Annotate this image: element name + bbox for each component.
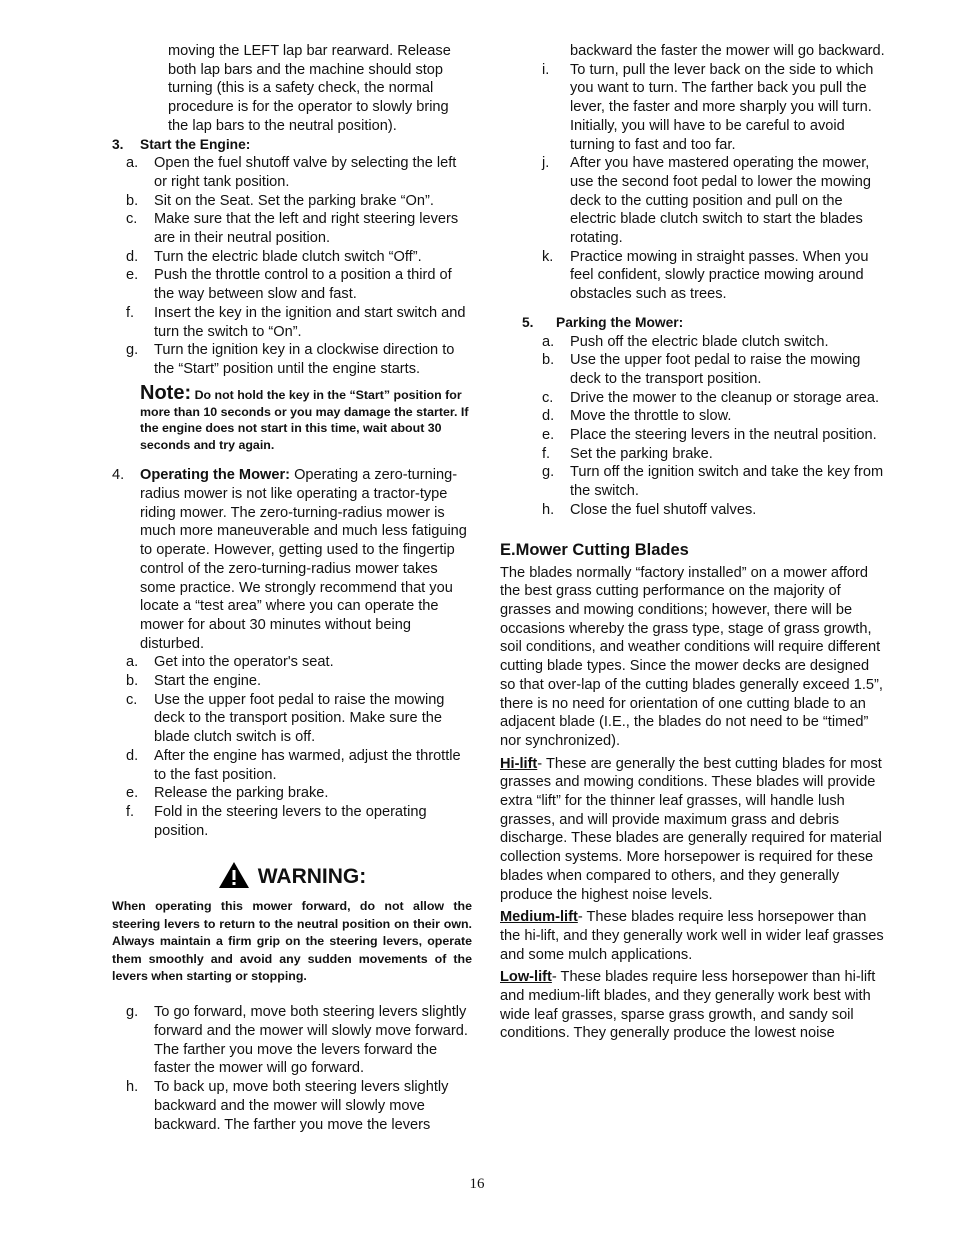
item-label: e. <box>542 427 555 444</box>
low-lift-paragraph <box>500 968 888 1043</box>
item-label: c. <box>126 211 138 228</box>
item-label: c. <box>542 389 554 406</box>
section-4-paragraph <box>140 466 472 653</box>
list-item <box>500 426 888 445</box>
list-item <box>112 154 472 191</box>
section-number: 5. <box>522 314 534 330</box>
item-label: b. <box>126 673 139 690</box>
list-item <box>112 341 472 378</box>
item-text: Push the throttle control to a position a third of the way between slow and fast. <box>154 267 452 303</box>
item-text: To turn, pull the lever back on the side to which you want to turn. The farther back you pull the lever, the faster and more sharply you will turn. Initially, you will have to be careful to avoid turning to fast and too far. <box>570 61 874 153</box>
item-label: g. <box>126 1004 139 1021</box>
list-item <box>112 653 472 672</box>
item-text: Release the parking brake. <box>154 785 329 802</box>
list-item <box>112 691 472 747</box>
warning-triangle-icon <box>218 861 250 894</box>
medium-lift-text: - These blades require less horsepower than the hi-lift, and they generally work well in wider leaf grasses and some mulch applications. <box>500 909 884 963</box>
item-text: Practice mowing in straight passes. When you feel confident, slowly practice mowing around obstacles such as trees. <box>570 248 869 303</box>
item-label: k. <box>542 248 554 265</box>
item-label: d. <box>126 248 139 265</box>
section-4-list-continued <box>500 61 888 304</box>
item-text: Place the steering levers in the neutral position. <box>570 427 877 444</box>
item-label: f. <box>542 445 551 462</box>
section-4-list-continued <box>112 1003 472 1134</box>
section-title: Operating the Mower: <box>140 467 290 484</box>
warning-text: When operating this mower forward, do not allow the steering levers to return to the neutral position on their own. Always maintain a firm grip on the steering levers, operate them smoothly and avoid any sudden movements of the levers when starting or stopping. <box>112 899 472 983</box>
intro-line: the lap bars to the neutral position). <box>168 117 397 134</box>
item-text: Use the upper foot pedal to raise the mowing deck to the transport position. Make sure the blade clutch switch is off. <box>154 691 445 746</box>
hi-lift-text: - These are generally the best cutting blades for most grasses and mowing conditions. These blades will provide extra “lift” for the thinner leaf grasses, will handle lush grasses, and will provide maximum grass and debris discharge. These blades are generally required for material collection systems. More horsepower is required for these blades when compared to others, and they generally produce the highest noise levels. <box>500 755 882 903</box>
item-text: Make sure that the left and right steering levers are in their neutral position. <box>154 211 459 247</box>
hi-lift-paragraph <box>500 755 888 905</box>
list-item <box>112 248 472 267</box>
item-label: e. <box>126 785 139 802</box>
section-5-heading <box>500 314 888 333</box>
warning-title: WARNING: <box>257 865 367 889</box>
section-3-list <box>112 154 472 378</box>
item-text: Set the parking brake. <box>570 445 713 462</box>
low-lift-text: - These blades require less horsepower than hi-lift and medium-lift blades, and they generally work best with wide leaf grasses, sparse grass growth, and sandy soil conditions. They generally produce the lowest noise <box>500 969 876 1042</box>
section-4-list <box>112 653 472 840</box>
warning-heading <box>112 860 472 894</box>
item-label: i. <box>542 61 550 78</box>
item-label: a. <box>126 155 139 172</box>
list-item <box>500 501 888 520</box>
item-text: Open the fuel shutoff valve by selecting the left or right tank position. <box>154 155 457 190</box>
item-label: g. <box>126 342 139 359</box>
item-text: To go forward, move both steering levers slightly forward and the mower will slowly move forward. The farther you move the levers forward the faster the mower will go forward. <box>154 1004 468 1077</box>
section-title: Parking the Mower: <box>556 314 684 330</box>
list-item <box>112 1003 472 1078</box>
item-text: Drive the mower to the cleanup or storage area. <box>570 389 880 406</box>
item-text: To back up, move both steering levers slightly backward and the mower will slowly move backward. The farther you move the levers <box>154 1079 449 1133</box>
item-text: Fold in the steering levers to the operating position. <box>154 803 427 839</box>
note-text: Do not hold the key in the “Start” position for more than 10 seconds or you may damage the starter. If the engine does not start in this time, wait about 30 seconds and try again. <box>140 387 469 453</box>
item-label: h. <box>126 1079 139 1096</box>
intro-line: moving the LEFT lap bar rearward. Release <box>168 43 451 59</box>
list-item <box>112 803 472 840</box>
list-item <box>112 784 472 803</box>
list-item <box>500 154 888 248</box>
list-item <box>500 389 888 408</box>
medium-lift-paragraph <box>500 908 888 964</box>
item-text: Start the engine. <box>154 673 262 690</box>
section-3-heading <box>112 136 472 155</box>
section-text: Operating a zero-turning-radius mower is not like operating a tractor-type riding mower. The zero-turning-radius mower is much more maneuverable and much less fatiguing to operate. However, getting used to the fingertip control of the zero-turning-radius mower takes some practice. We strongly recommend that you locate a “test area” where you can operate the mower for about 30 minutes without being disturbed. <box>140 467 467 652</box>
section-number: 4. <box>112 467 125 484</box>
item-label: f. <box>126 304 135 321</box>
continued-text: backward the faster the mower will go backward. <box>570 43 885 59</box>
section-4 <box>112 466 472 653</box>
item-text: Use the upper foot pedal to raise the mowing deck to the transport position. <box>570 352 861 387</box>
right-column <box>500 42 888 1043</box>
item-text: Close the fuel shutoff valves. <box>570 501 757 518</box>
list-item <box>500 463 888 500</box>
intro-line: procedure is for the operator to slowly bring <box>168 99 449 116</box>
item-label: a. <box>126 654 139 671</box>
item-label: f. <box>126 803 135 820</box>
item-text: After the engine has warmed, adjust the throttle to the fast position. <box>154 747 461 783</box>
section-e-intro: The blades normally “factory installed” on a mower afford the best grass cutting performance on the majority of grasses and mowing conditions; however, there will be occasions whereby the grass type, stage of grass growth, soil conditions, and weather conditions will require different cutting blade types. Since the mower decks are designed so that over-lap of the cutting blades generally exceed 1.5”, there is no need for orientation of one cutting blade to an adjacent blade (I.E., the blades do not need to be “timed” nor synchronized). <box>500 564 883 749</box>
low-lift-label: Low-lift <box>500 969 552 986</box>
list-item <box>500 333 888 352</box>
intro-line: both lap bars and the machine should stop <box>168 61 444 78</box>
list-item <box>112 304 472 341</box>
list-item <box>112 1078 472 1134</box>
item-text: Turn the ignition key in a clockwise direction to the “Start” position until the engine starts. <box>154 342 455 377</box>
item-text: Insert the key in the ignition and start switch and turn the switch to “On”. <box>154 304 466 340</box>
intro-line: turning (this is a safety check, the normal <box>168 80 434 97</box>
list-item <box>112 266 472 303</box>
list-item <box>500 61 888 155</box>
item-label: e. <box>126 267 139 284</box>
item-text: Get into the operator's seat. <box>154 654 334 671</box>
list-item <box>112 210 472 247</box>
list-item <box>112 672 472 691</box>
section-title: Start the Engine: <box>140 136 251 152</box>
item-label: g. <box>542 464 555 481</box>
item-label: h. <box>542 501 555 518</box>
item-label: j. <box>542 155 550 172</box>
item-text: Push off the electric blade clutch switch. <box>570 333 829 350</box>
section-e-heading: E.Mower Cutting Blades <box>500 540 689 559</box>
section-5-list <box>500 333 888 520</box>
list-item <box>500 248 888 304</box>
item-label: b. <box>542 352 555 369</box>
item-label: d. <box>542 408 555 425</box>
list-item <box>500 407 888 426</box>
item-text: Move the throttle to slow. <box>570 408 732 425</box>
item-text: Turn off the ignition switch and take the key from the switch. <box>570 464 884 500</box>
section-number: 3. <box>112 136 124 152</box>
hi-lift-label: Hi-lift <box>500 755 538 772</box>
medium-lift-label: Medium-lift <box>500 909 578 926</box>
item-text: Sit on the Seat. Set the parking brake “On”. <box>154 192 434 209</box>
left-column <box>112 42 472 1134</box>
page-number: 16 <box>469 1176 485 1192</box>
note-block <box>140 381 472 455</box>
list-item <box>112 192 472 211</box>
item-label: d. <box>126 747 139 764</box>
note-label: Note: <box>140 381 192 404</box>
list-item <box>500 351 888 388</box>
intro-paragraph <box>168 42 472 136</box>
list-item <box>112 747 472 784</box>
item-text: After you have mastered operating the mower, use the second foot pedal to lower the mowing deck to the cutting position and pull on the electric blade clutch switch to start the blades rotating. <box>570 155 871 247</box>
item-text: Turn the electric blade clutch switch “Off”. <box>154 248 422 265</box>
item-label: a. <box>542 333 555 350</box>
item-label: c. <box>126 691 138 708</box>
item-label: b. <box>126 192 139 209</box>
list-item <box>500 445 888 464</box>
